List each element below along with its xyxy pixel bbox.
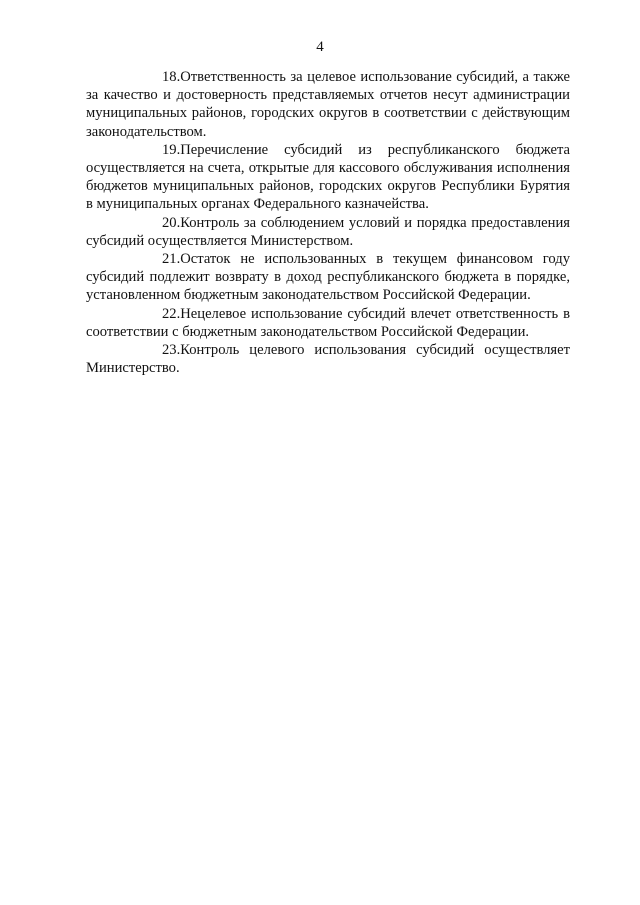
paragraph-19 bbox=[86, 141, 570, 214]
paragraph-text: Нецелевое использование субсидий влечет ответственность в соответствии с бюджетным законодательством Российской Федерации. bbox=[86, 305, 570, 340]
paragraph-number: 21. bbox=[162, 251, 181, 268]
paragraph-number: 20. bbox=[162, 214, 181, 231]
page-number: 4 bbox=[316, 39, 324, 55]
paragraph-23 bbox=[86, 341, 570, 377]
paragraph-18 bbox=[86, 68, 570, 141]
paragraph-text: Контроль целевого использования субсидий осуществляет Министерство. bbox=[86, 342, 570, 377]
paragraph-21 bbox=[86, 250, 570, 305]
paragraph-number: 23. bbox=[162, 342, 181, 359]
paragraph-text: Перечисление субсидий из республиканского бюджета осуществляется на счета, открытые для кассового обслуживания исполнения бюджетов муниципальных районов, городских округов Республики Бурятия в муниципальных органах Федерального казначейства. bbox=[86, 141, 570, 213]
paragraph-text: Контроль за соблюдением условий и порядка предоставления субсидий осуществляется Министерством. bbox=[86, 214, 570, 249]
document-body bbox=[86, 68, 570, 377]
paragraph-20 bbox=[86, 214, 570, 250]
paragraph-number: 18. bbox=[162, 69, 181, 85]
paragraph-text: Остаток не использованных в текущем финансовом году субсидий подлежит возврату в доход республиканского бюджета в порядке, установленном бюджетным законодательством Российской Федерации. bbox=[86, 251, 570, 304]
paragraph-text: Ответственность за целевое использование субсидий, а также за качество и достоверность представляемых отчетов несут администрации муниципальных районов, городских округов в соответствии с действующим законодательством. bbox=[86, 69, 570, 140]
paragraph-number: 19. bbox=[162, 141, 181, 158]
paragraph-22 bbox=[86, 305, 570, 341]
paragraph-number: 22. bbox=[162, 305, 181, 322]
